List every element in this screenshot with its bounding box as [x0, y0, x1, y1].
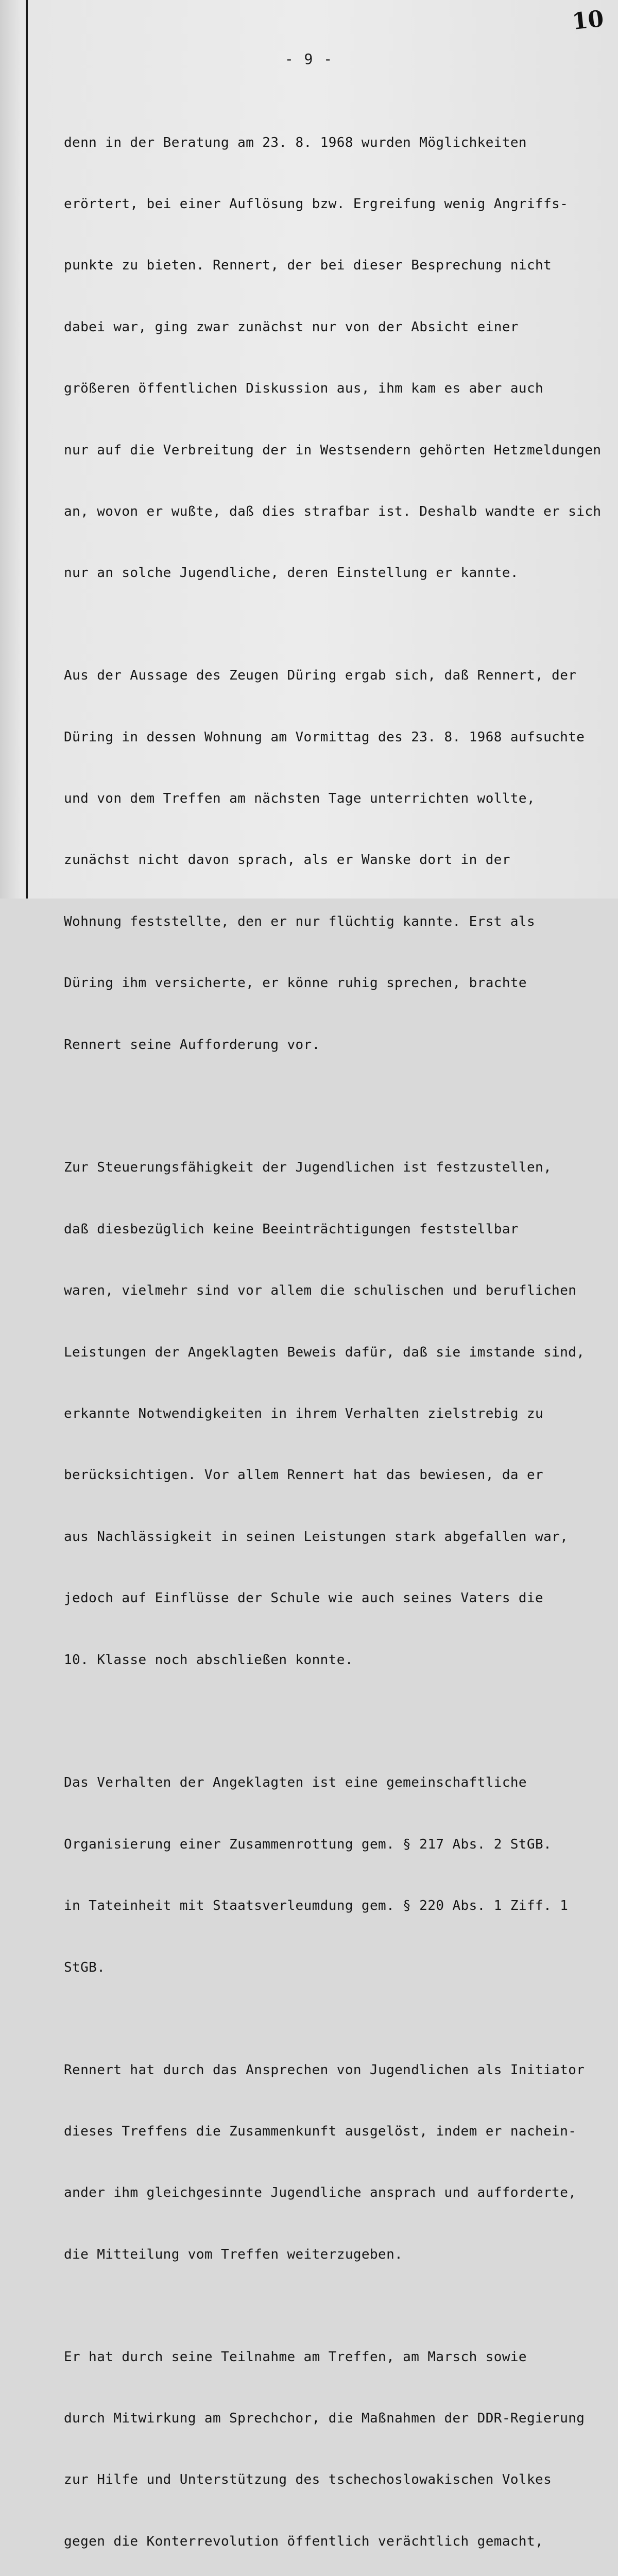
document-body — [64, 92, 610, 2576]
paragraph-gap — [64, 1096, 610, 1117]
text-line: an, wovon er wußte, daß dies strafbar ist. Deshalb wandte er sich — [64, 503, 602, 519]
text-line: waren, vielmehr sind vor allem die schulischen und beruflichen — [64, 1283, 577, 1299]
page-stamp-number: 10 — [571, 5, 605, 36]
paragraph-1 — [64, 92, 610, 625]
text-line: gegen die Konterrevolution öffentlich verächtlich gemacht, — [64, 2533, 544, 2549]
text-line: erörtert, bei einer Auflösung bzw. Ergreifung wenig Angriffs- — [64, 196, 569, 212]
text-line: Düring ihm versicherte, er könne ruhig sprechen, brachte — [64, 975, 527, 991]
paragraph-4 — [64, 1732, 610, 2019]
text-line: zunächst nicht davon sprach, als er Wanske dort in der — [64, 852, 510, 868]
text-line: die Mitteilung vom Treffen weiterzugeben. — [64, 2246, 403, 2262]
text-line: erkannte Notwendigkeiten in ihrem Verhalten zielstrebig zu — [64, 1406, 544, 1421]
binding-margin-line — [26, 0, 28, 899]
text-line: nur auf die Verbreitung der in Westsendern gehörten Hetzmeldungen — [64, 442, 602, 458]
paragraph-3 — [64, 1117, 610, 1711]
paragraph-gap — [64, 1711, 610, 1732]
text-line: Leistungen der Angeklagten Beweis dafür, daß sie imstande sind, — [64, 1344, 585, 1360]
text-line: Das Verhalten der Angeklagten ist eine gemeinschaftliche — [64, 1775, 527, 1791]
paragraph-2 — [64, 625, 610, 1096]
text-line: 10. Klasse noch abschließen konnte. — [64, 1652, 353, 1668]
text-line: Wohnung feststellte, den er nur flüchtig kannte. Erst als — [64, 913, 536, 929]
text-line: daß diesbezüglich keine Beeinträchtigungen feststellbar — [64, 1221, 519, 1237]
paragraph-6 — [64, 2306, 610, 2576]
text-line: jedoch auf Einflüsse der Schule wie auch seines Vaters die — [64, 1590, 544, 1606]
text-line: nur an solche Jugendliche, deren Einstellung er kannte. — [64, 565, 519, 581]
text-line: Organisierung einer Zusammenrottung gem. § 217 Abs. 2 StGB. — [64, 1836, 552, 1852]
text-line: größeren öffentlichen Diskussion aus, ihm kam es aber auch — [64, 381, 544, 397]
text-line: Er hat durch seine Teilnahme am Treffen, am Marsch sowie — [64, 2349, 527, 2365]
text-line: zur Hilfe und Unterstützung des tschechoslowakischen Volkes — [64, 2472, 552, 2488]
text-line: Rennert seine Aufforderung vor. — [64, 1037, 320, 1053]
text-line: dabei war, ging zwar zunächst nur von der Absicht einer — [64, 319, 519, 335]
text-line: in Tateinheit mit Staatsverleumdung gem. § 220 Abs. 1 Ziff. 1 — [64, 1898, 569, 1914]
text-line: Aus der Aussage des Zeugen Düring ergab sich, daß Rennert, der — [64, 668, 577, 684]
text-line: berücksichtigen. Vor allem Rennert hat das bewiesen, da er — [64, 1467, 544, 1483]
text-line: denn in der Beratung am 23. 8. 1968 wurden Möglichkeiten — [64, 134, 527, 150]
text-line: dieses Treffens die Zusammenkunft ausgelöst, indem er nachein- — [64, 2123, 577, 2139]
text-line: aus Nachlässigkeit in seinen Leistungen stark abgefallen war, — [64, 1529, 569, 1545]
text-line: Rennert hat durch das Ansprechen von Jugendlichen als Initiator — [64, 2062, 585, 2078]
paragraph-5 — [64, 2019, 610, 2306]
page-number: - 9 - — [284, 50, 334, 67]
text-line: ander ihm gleichgesinnte Jugendliche ansprach und aufforderte, — [64, 2185, 577, 2201]
text-line: Zur Steuerungsfähigkeit der Jugendlichen ist festzustellen, — [64, 1160, 552, 1176]
text-line: Düring in dessen Wohnung am Vormittag des 23. 8. 1968 aufsuchte — [64, 729, 585, 745]
text-line: StGB. — [64, 1959, 106, 1975]
text-line: durch Mitwirkung am Sprechchor, die Maßnahmen der DDR-Regierung — [64, 2411, 585, 2427]
text-line: und von dem Treffen am nächsten Tage unterrichten wollte, — [64, 791, 536, 807]
text-line: punkte zu bieten. Rennert, der bei dieser Besprechung nicht — [64, 258, 552, 274]
